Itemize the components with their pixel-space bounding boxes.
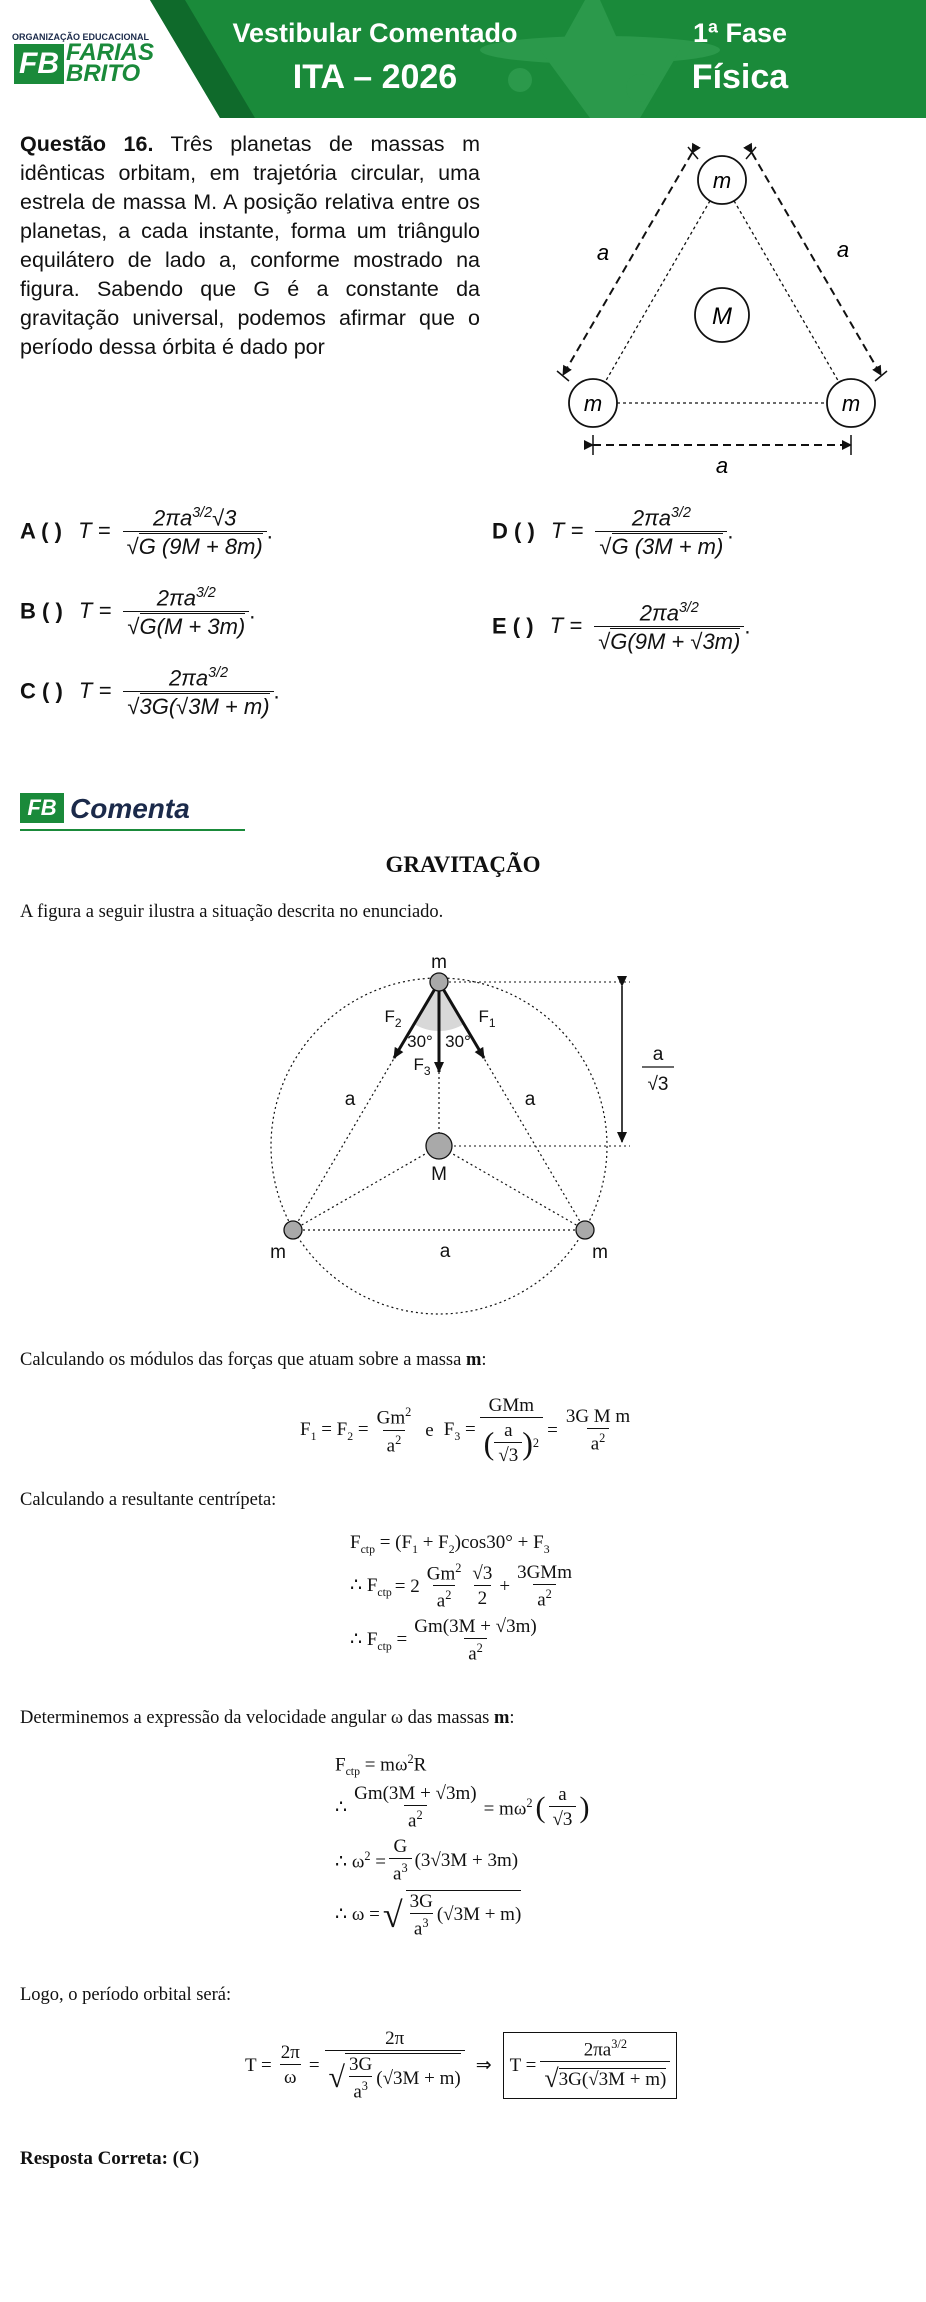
correct-answer: Resposta Correta: (C) xyxy=(20,2148,200,2169)
fig2-f3-label: $F_3$ xyxy=(413,1055,431,1078)
star-label: M xyxy=(712,303,732,330)
fig2-m-right: m xyxy=(592,1242,608,1263)
step3-text: Determinemos a expressão da velocidade angular ω das massas m: xyxy=(20,1708,515,1728)
comenta-brand xyxy=(20,793,245,831)
option-e[interactable]: E ( ) T = $\frac{2\pi a^{3/2}}{√G(9M + √3m)}$ . xyxy=(492,600,751,655)
option-c-end: . xyxy=(273,678,280,704)
page-header xyxy=(0,0,926,118)
option-a-end: . xyxy=(266,518,273,544)
equation-3 xyxy=(335,1752,589,1940)
step2-text: Calculando a resultante centrípeta: xyxy=(20,1490,277,1510)
eq3-line2: ∴ $\frac{Gm(3M + √3m)}{a^2}$ = $m\omega^2$ ( $\frac{a}{√3}$ ) xyxy=(335,1783,590,1832)
question-block xyxy=(20,130,480,362)
option-e-den: G(9M + √3m) xyxy=(610,629,741,655)
option-d-label: D ( ) xyxy=(492,518,535,544)
option-a-den: G (9M + 8m) xyxy=(138,534,263,560)
solution-figure xyxy=(250,950,680,1320)
option-b-label: B ( ) xyxy=(20,598,63,624)
eq3-line1: $F_{ctp} = m\omega^2R$ xyxy=(335,1752,427,1779)
option-a[interactable]: A ( ) T = $\frac{2\pi a^{3/2}√3}{√G (9M + 8m)}$ . xyxy=(20,505,273,560)
equation-2 xyxy=(350,1532,576,1666)
option-d-lhs: T = xyxy=(550,518,584,544)
eq2-line2: ∴ $F_{ctp}$ = 2 $\frac{Gm^2}{a^2}$ $\frac{√3}{2}$ + $\frac{\text{3GMm}}{a^2}$ xyxy=(350,1560,572,1612)
equation-4: T = $\frac{2\pi}{\omega}$ = 2π √ $\frac{3G}{a^3}$ (√3M + m) ⇒ T = $2\pi a^{3/2}$ √ 3G(√3M + m) xyxy=(245,2028,677,2103)
equation-1: $F_1 = F_2$ = $\frac{Gm^2}{a^2}$ e $F_3$ = GMm ( $\frac{a}{√3}$ ) 2 = $\frac{\text{3G M m}}{a^2}$ xyxy=(300,1395,631,1466)
option-b-exp: 3/2 xyxy=(196,585,216,601)
planet-top-label: m xyxy=(712,168,732,193)
dimension-right xyxy=(752,153,881,375)
logo-mark: FB xyxy=(14,44,64,84)
option-c-exp: 3/2 xyxy=(208,665,229,681)
option-d-den: G (3M + m) xyxy=(611,534,724,560)
option-b[interactable]: B ( ) T = $\frac{2\pi a^{3/2}}{√G(M + 3m)}$ . xyxy=(20,585,256,640)
solution-heading: GRAVITAÇÃO xyxy=(385,852,541,877)
org-name-1: FARIAS xyxy=(66,39,155,66)
header-title-line2: ITA – 2026 xyxy=(292,58,458,96)
question-number: Questão 16. xyxy=(20,132,154,156)
dimension-left xyxy=(563,153,692,375)
fig2-f2-label: $F_2$ xyxy=(384,1007,402,1030)
option-d-num: 2πa xyxy=(631,505,672,531)
org-line: ORGANIZAÇÃO EDUCACIONAL xyxy=(12,32,149,42)
option-d-end: . xyxy=(727,518,734,544)
fig2-angle-right: 30° xyxy=(445,1032,471,1051)
option-d[interactable]: D ( ) T = $\frac{2\pi a^{3/2}}{√G (3M + m)}$ . xyxy=(492,505,734,560)
comenta-label: Comenta xyxy=(70,793,190,824)
mass-right xyxy=(576,1221,594,1239)
option-c-lhs: T = xyxy=(78,678,112,704)
eq3-line4: ∴ ω = √ $\frac{3G}{a^3}$ (√3M + m) xyxy=(335,1890,522,1940)
step1-text: Calculando os módulos das forças que atuam sobre a massa m: xyxy=(20,1350,487,1370)
option-a-lhs: T = xyxy=(78,518,111,544)
question-text: Três planetas de massas m idênticas orbitam, em trajetória circular, uma estrela de massa M. A posição relativa entre os planetas, a cada instante, forma um triângulo equilátero de lado a, conforme mostrado na figura. Sabendo que G é a constante da gravitação universal, podemos afirmar que o período dessa órbita é dado por xyxy=(20,132,480,359)
eq2-line1: $F_{ctp} = (F_1 + F_2)\cos 30^\circ + F_3$ xyxy=(350,1532,550,1556)
question-figure xyxy=(520,135,920,475)
fig2-angle-left: 30° xyxy=(407,1032,433,1051)
fig2-side-right: a xyxy=(524,1089,536,1110)
option-c-label: C ( ) xyxy=(20,678,63,704)
header-title-line1: Vestibular Comentado xyxy=(232,18,518,48)
solution-intro: A figura a seguir ilustra a situação descrita no enunciado. xyxy=(20,902,444,922)
fig2-M-center: M xyxy=(431,1164,447,1185)
fig2-dist-den: √3 xyxy=(647,1074,669,1095)
option-c-num: 2πa xyxy=(168,665,209,691)
fig2-f1-label: $F_1$ xyxy=(478,1007,496,1030)
planet-left-label: m xyxy=(583,391,603,416)
option-a-num-tail: √3 xyxy=(212,505,237,531)
header-phase: 1ª Fase xyxy=(692,18,788,48)
option-a-num: 2πa xyxy=(152,505,193,531)
fig2-m-left: m xyxy=(270,1242,286,1263)
mass-center xyxy=(426,1133,452,1159)
option-a-label: A ( ) xyxy=(20,518,62,544)
option-d-exp: 3/2 xyxy=(671,505,691,521)
option-b-den: G(M + 3m) xyxy=(139,614,246,640)
step4-text: Logo, o período orbital será: xyxy=(20,1985,232,2005)
option-b-lhs: T = xyxy=(78,598,112,624)
fig2-side-left: a xyxy=(344,1089,356,1110)
comenta-mark: FB xyxy=(20,793,64,823)
option-c[interactable]: C ( ) T = $\frac{2\pi a^{3/2}}{√3G(√3M + m)}$ . xyxy=(20,665,280,720)
option-b-end: . xyxy=(249,598,256,624)
eq3-line3: ∴ $\omega^2$ = $\frac{G}{a^3}$ (3√3M + 3m) xyxy=(335,1836,519,1885)
header-subject: Física xyxy=(691,58,789,96)
side-label-bottom: a xyxy=(715,453,729,475)
option-e-exp: 3/2 xyxy=(678,600,699,616)
fig2-m-top: m xyxy=(431,952,447,973)
eq2-line3: ∴ $F_{ctp}$ = $\frac{Gm(3M + √3m)}{a^2}$ xyxy=(350,1616,537,1665)
option-e-lhs: T = xyxy=(549,613,583,639)
option-e-end: . xyxy=(744,613,751,639)
side-label-right: a xyxy=(836,237,850,262)
option-c-den: 3G(√3M + m) xyxy=(139,694,270,720)
option-e-label: E ( ) xyxy=(492,613,534,639)
option-b-num: 2πa xyxy=(156,585,196,611)
org-name-2: BRITO xyxy=(66,60,141,87)
mass-top xyxy=(430,973,448,991)
option-a-exp: 3/2 xyxy=(192,505,213,521)
mass-left xyxy=(284,1221,302,1239)
planet-right-label: m xyxy=(841,391,861,416)
option-e-num: 2πa xyxy=(639,600,679,626)
final-answer-box: T = $2\pi a^{3/2}$ √ 3G(√3M + m) xyxy=(503,2032,678,2099)
side-label-left: a xyxy=(596,240,610,265)
fig2-side-bottom: a xyxy=(439,1241,451,1262)
fig2-dist-num: a xyxy=(652,1044,664,1065)
